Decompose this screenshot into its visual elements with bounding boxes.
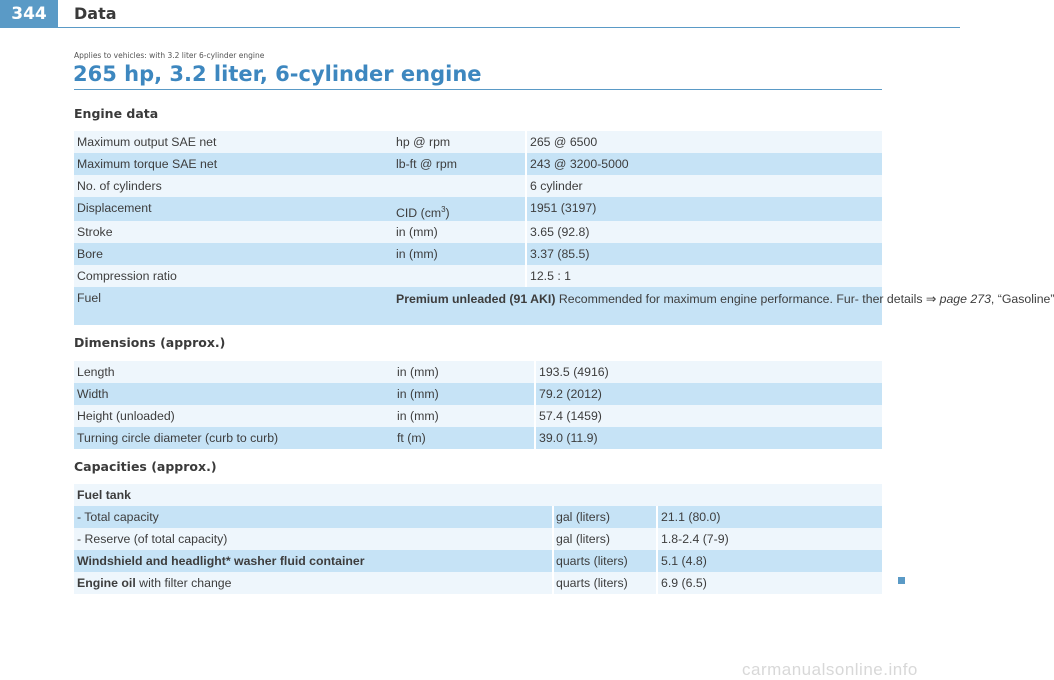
table-row [74, 572, 882, 594]
row-value: 57.4 (1459) [539, 409, 602, 423]
row-label: Height (unloaded) [77, 409, 175, 423]
capacities-heading: Capacities (approx.) [74, 459, 217, 474]
row-value: 1.8-2.4 (7-9) [661, 532, 729, 546]
row-label: Length [77, 365, 115, 379]
row-unit: quarts (liters) [556, 554, 628, 568]
row-value: 12.5 : 1 [530, 269, 572, 283]
row-value: 39.0 (11.9) [539, 431, 598, 445]
dimensions-heading: Dimensions (approx.) [74, 335, 226, 350]
row-value: 6.9 (6.5) [661, 576, 707, 590]
table-row [74, 221, 882, 243]
arrow-icon: ⇒ [925, 292, 937, 306]
row-unit: in (mm) [397, 365, 439, 379]
row-label: Fuel [77, 291, 101, 305]
row-value: 243 @ 3200-5000 [530, 157, 629, 171]
row-unit: hp @ rpm [396, 135, 451, 149]
header-divider [58, 27, 960, 28]
row-label: Maximum torque SAE net [77, 157, 218, 171]
row-label: Stroke [77, 225, 113, 239]
row-unit: gal (liters) [556, 510, 610, 524]
section-title: Data [74, 4, 117, 23]
row-label: Engine oil with filter change [77, 576, 232, 590]
applies-to-note: Applies to vehicles: with 3.2 liter 6-cylinder engine [74, 51, 265, 60]
row-label: No. of cylinders [77, 179, 162, 193]
row-label: - Total capacity [77, 510, 159, 524]
row-unit: quarts (liters) [556, 576, 628, 590]
row-label: Maximum output SAE net [77, 135, 217, 149]
table-row [74, 550, 882, 572]
row-value: 265 @ 6500 [530, 135, 598, 149]
table-row [74, 484, 882, 506]
row-unit: gal (liters) [556, 532, 610, 546]
row-value: 6 cylinder [530, 179, 583, 193]
row-unit: in (mm) [396, 247, 438, 261]
row-value: 79.2 (2012) [539, 387, 602, 401]
watermark: carmanualsonline.info [742, 660, 918, 679]
fuel-row [74, 287, 1054, 325]
row-unit: in (mm) [397, 387, 439, 401]
table-row [74, 506, 882, 528]
page-title: 265 hp, 3.2 liter, 6-cylinder engine [73, 62, 482, 86]
table-row [74, 383, 882, 405]
row-value: 1951 (3197) [530, 201, 597, 215]
title-divider [74, 89, 882, 90]
row-label: Displacement [77, 201, 152, 215]
fuel-description: Premium unleaded (91 AKI) Recommended for maximum engine performance. Fur- ther details ⇒ page 273, “Gasoline” [396, 292, 1054, 306]
row-value: 3.37 (85.5) [530, 247, 590, 261]
row-unit: in (mm) [397, 409, 439, 423]
row-value: 5.1 (4.8) [661, 554, 707, 568]
row-unit: lb-ft @ rpm [396, 157, 457, 171]
table-row [74, 153, 882, 175]
row-label: Compression ratio [77, 269, 177, 283]
row-unit: ft (m) [397, 431, 426, 445]
row-value: 193.5 (4916) [539, 365, 609, 379]
page-number-badge: 344 [0, 0, 58, 28]
row-label: Fuel tank [77, 488, 131, 502]
table-row [74, 197, 882, 221]
table-row [74, 405, 882, 427]
row-unit: in (mm) [396, 225, 438, 239]
row-label: Windshield and headlight* washer fluid container [77, 554, 365, 568]
engine-data-heading: Engine data [74, 106, 159, 121]
table-row [74, 427, 882, 449]
end-of-section-marker [898, 577, 905, 584]
table-row [74, 175, 882, 197]
row-label: - Reserve (of total capacity) [77, 532, 228, 546]
table-row [74, 528, 882, 550]
table-row [74, 361, 882, 383]
page-link[interactable]: page 273 [936, 292, 991, 306]
table-row [74, 265, 882, 287]
row-label: Turning circle diameter (curb to curb) [77, 431, 279, 445]
row-label: Bore [77, 247, 103, 261]
row-value: 21.1 (80.0) [661, 510, 721, 524]
row-unit: CID $(cm^3)$ [396, 205, 450, 221]
row-value: 3.65 (92.8) [530, 225, 590, 239]
table-row [74, 131, 882, 153]
row-label: Width [77, 387, 109, 401]
table-row [74, 243, 882, 265]
